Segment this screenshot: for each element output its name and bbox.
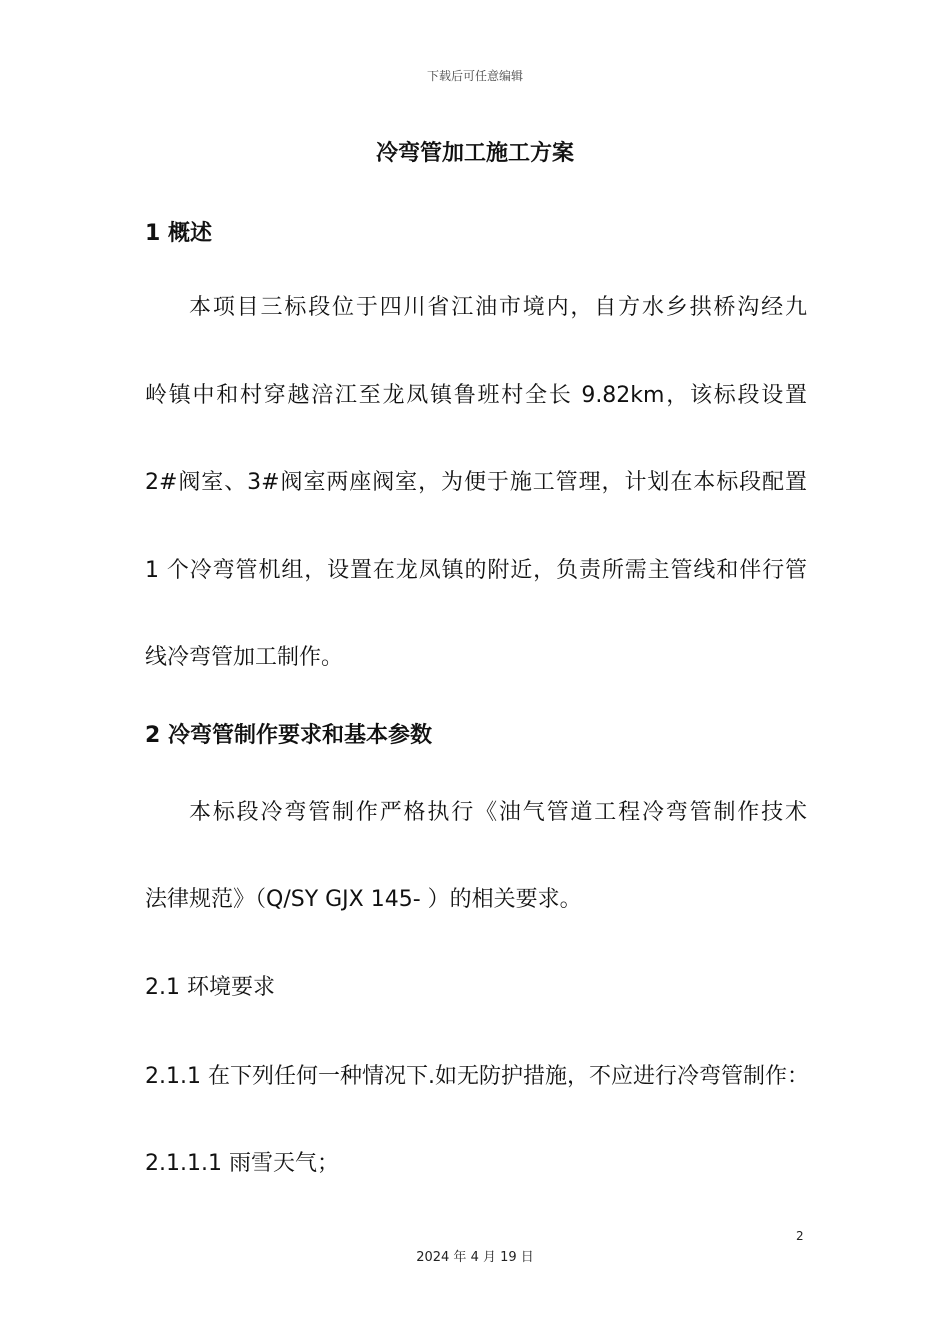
paragraph-line: 本标段冷弯管制作严格执行《油气管道工程冷弯管制作技术 (189, 800, 807, 825)
paragraph-line: 本项目三标段位于四川省江油市境内，自方水乡拱桥沟经九 (189, 295, 807, 320)
paragraph-line: 岭镇中和村穿越涪江至龙凤镇鲁班村全长 9.82km，该标段设置 (145, 383, 807, 408)
page-number: 2 (796, 1229, 804, 1243)
subsection-2-1-1: 2.1.1 在下列任何一种情况下.如无防护措施，不应进行冷弯管制作： (145, 1064, 809, 1089)
header-note: 下载后可任意编辑 (426, 69, 523, 83)
paragraph-line: 1 个冷弯管机组，设置在龙凤镇的附近，负责所需主管线和伴行管 (145, 558, 807, 583)
subsection-2-1: 2.1 环境要求 (145, 975, 275, 1000)
paragraph-line: 法律规范》（Q/SY GJX 145- ）的相关要求。 (145, 887, 582, 912)
subsection-2-1-1-1: 2.1.1.1 雨雪天气； (145, 1151, 339, 1176)
section-2-heading: 2 冷弯管制作要求和基本参数 (145, 723, 432, 748)
paragraph-line: 线冷弯管加工制作。 (145, 645, 344, 670)
document-title: 冷弯管加工施工方案 (375, 141, 574, 166)
paragraph-line: 2#阀室、3#阀室两座阀室，为便于施工管理，计划在本标段配置 (145, 470, 807, 495)
footer-date: 2024 年 4 月 19 日 (416, 1250, 534, 1265)
section-1-heading: 1 概述 (145, 221, 212, 246)
